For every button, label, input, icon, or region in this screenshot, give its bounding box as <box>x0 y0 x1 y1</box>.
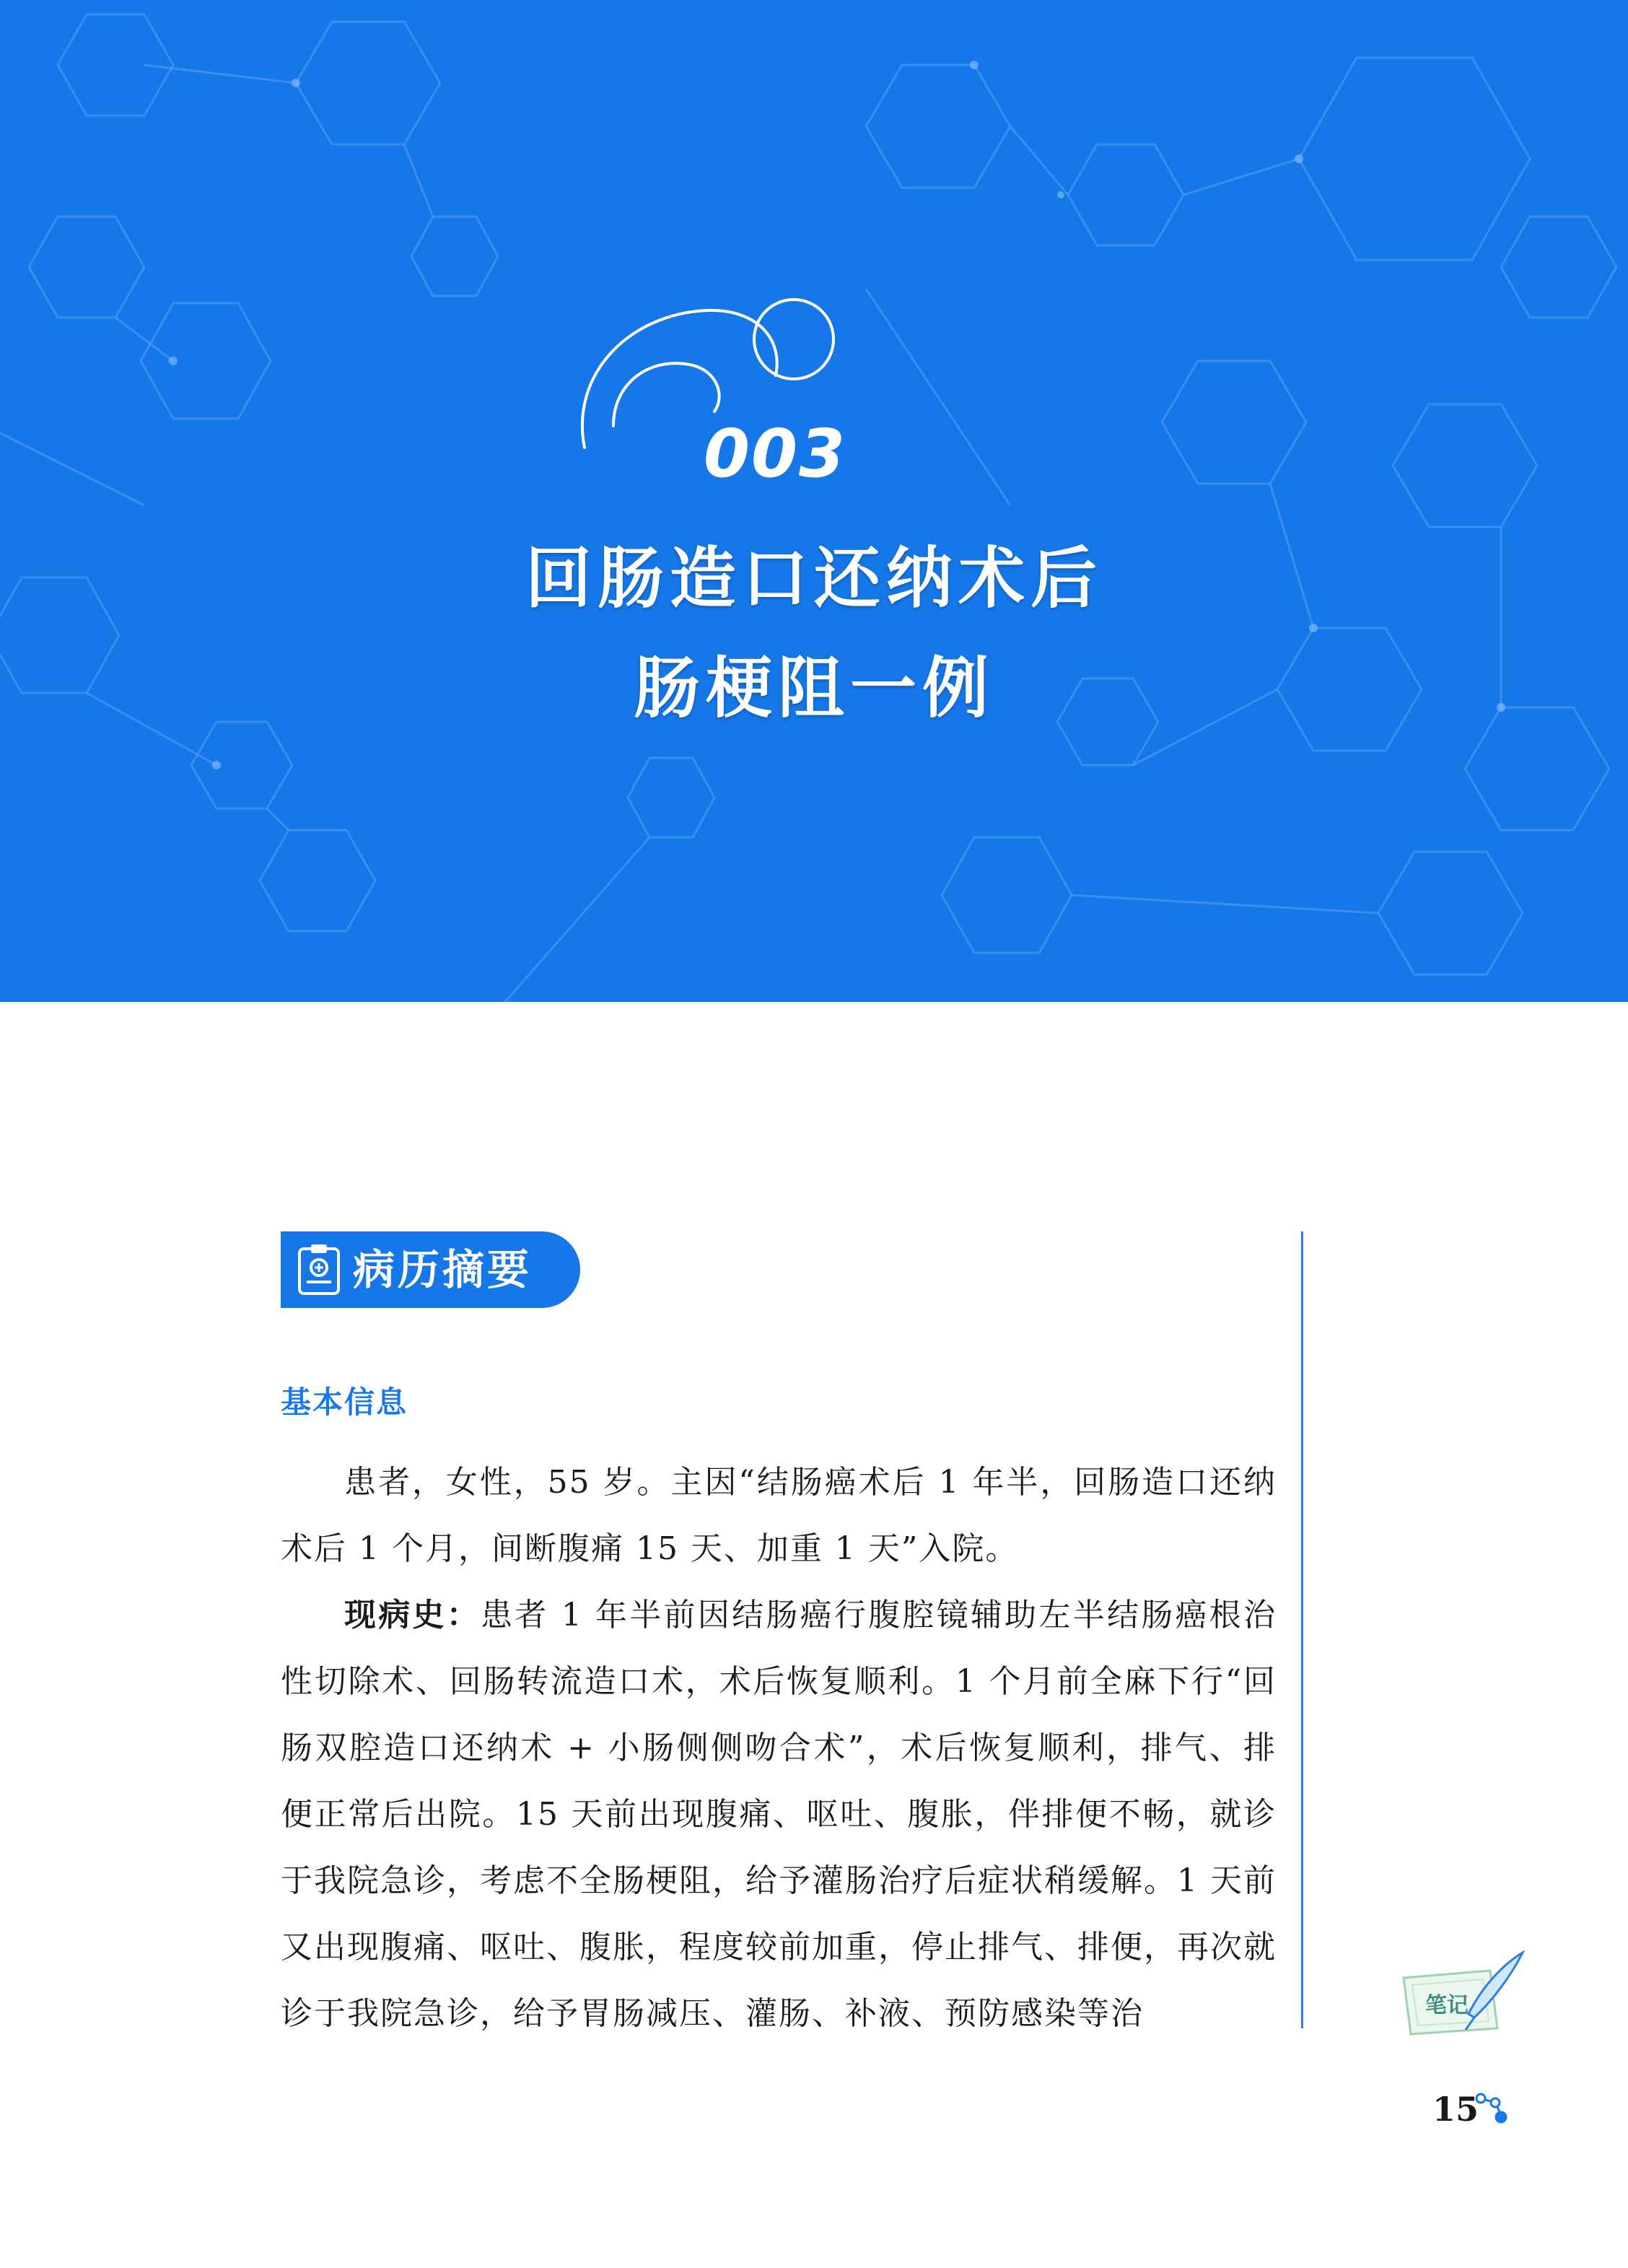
page-number: 15 <box>1432 2090 1479 2129</box>
margin-divider <box>1301 1231 1303 2028</box>
chapter-banner <box>0 0 1628 1002</box>
paragraph-present-history <box>281 1582 1277 2047</box>
notes-label: 笔记 <box>1425 1993 1469 2018</box>
present-history-text: 患者 1 年半前因结肠癌行腹腔镜辅助左半结肠癌根治性切除术、回肠转流造口术，术后恢复顺利。1 个月前全麻下行“回肠双腔造口还纳术 + 小肠侧侧吻合术”，术后恢复顺利，排气、排便正常后出院。15 天前出现腹痛、呕吐、腹胀，伴排便不畅，就诊于我院急诊，考虑不全肠梗阻，给予灌肠治疗后症状稍缓解。1 天前又出现腹痛、呕吐、腹胀，程度较前加重，停止排气、排便，再次就诊于我院急诊，给予胃肠减压、灌肠、补液、预防感染等治 <box>281 1597 1277 2032</box>
clipboard-icon <box>291 1242 347 1298</box>
chapter-title-line-2: 肠梗阻一例 <box>633 650 994 727</box>
present-history-label: 现病史： <box>344 1597 481 1634</box>
paragraph-basic-info: 患者，女性，55 岁。主因“结肠癌术后 1 年半，回肠造口还纳术后 1 个月，间断腹痛 15 天、加重 1 天”入院。 <box>281 1464 1277 1567</box>
chapter-number: 003 <box>704 415 847 492</box>
chapter-title-line-1: 回肠造口还纳术后 <box>525 540 1103 617</box>
notes-quill-icon <box>1396 1949 1526 2043</box>
section-tab <box>281 1231 580 1308</box>
molecule-icon <box>1474 2090 1510 2126</box>
body-text <box>281 1449 1277 2047</box>
section-tab-label: 病历摘要 <box>353 1245 533 1294</box>
subheading: 基本信息 <box>281 1384 408 1420</box>
